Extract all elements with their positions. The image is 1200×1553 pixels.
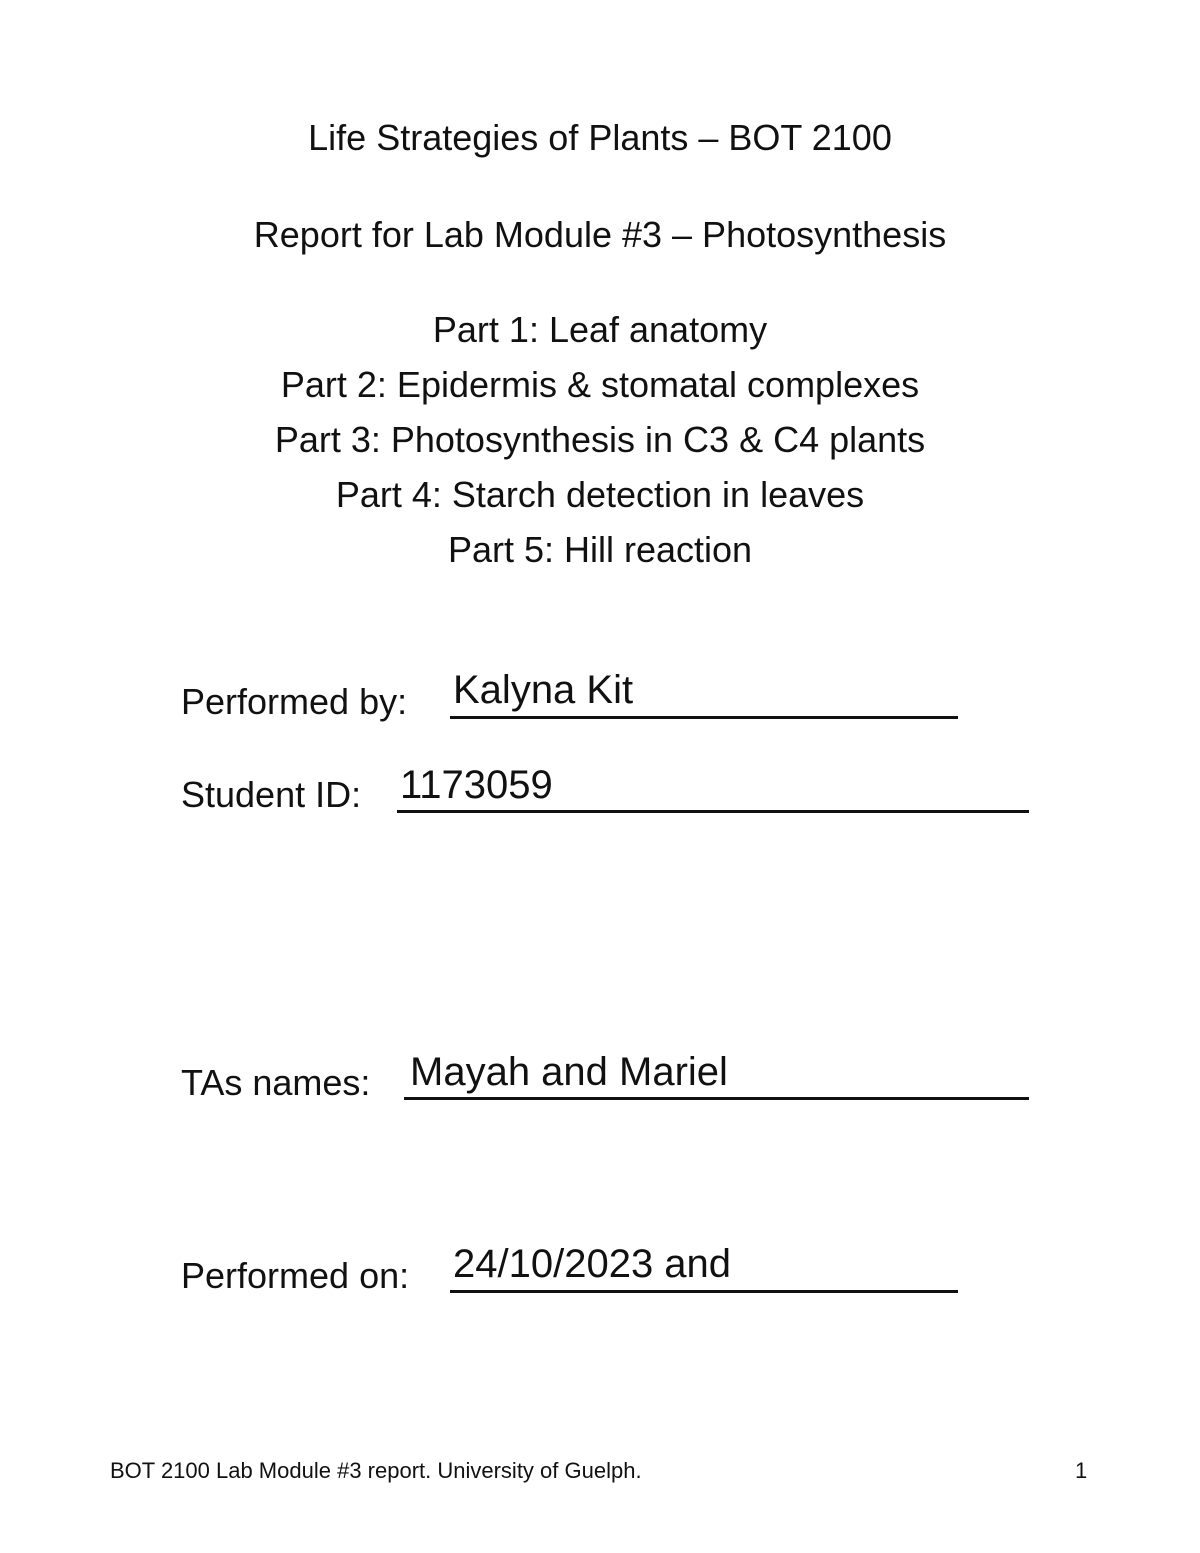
part-5-line: Part 5: Hill reaction (447, 529, 753, 570)
performed-on-underline (450, 1290, 958, 1293)
student-id-underline (397, 810, 1029, 813)
tas-names-value: Mayah and Mariel (410, 1050, 728, 1094)
document-subtitle: Report for Lab Module #3 – Photosynthesis (253, 214, 947, 255)
student-id-value: 1173059 (400, 763, 553, 807)
part-3-line: Part 3: Photosynthesis in C3 & C4 plants (274, 419, 926, 460)
performed-on-value: 24/10/2023 and (453, 1242, 732, 1286)
student-id-label: Student ID: (181, 774, 362, 815)
tas-names-underline (404, 1097, 1029, 1100)
performed-by-value: Kalyna Kit (453, 668, 634, 712)
page-footer: BOT 2100 Lab Module #3 report. University of Guelph. (110, 1458, 642, 1483)
document-title: Life Strategies of Plants – BOT 2100 (308, 117, 892, 158)
page-number: 1 (1075, 1458, 1088, 1483)
part-1-line: Part 1: Leaf anatomy (432, 309, 768, 350)
performed-by-label: Performed by: (181, 681, 408, 722)
part-4-line: Part 4: Starch detection in leaves (335, 474, 865, 515)
performed-on-label: Performed on: (181, 1255, 410, 1296)
tas-names-label: TAs names: (181, 1062, 371, 1103)
part-2-line: Part 2: Epidermis & stomatal complexes (280, 364, 920, 405)
performed-by-underline (450, 716, 958, 719)
